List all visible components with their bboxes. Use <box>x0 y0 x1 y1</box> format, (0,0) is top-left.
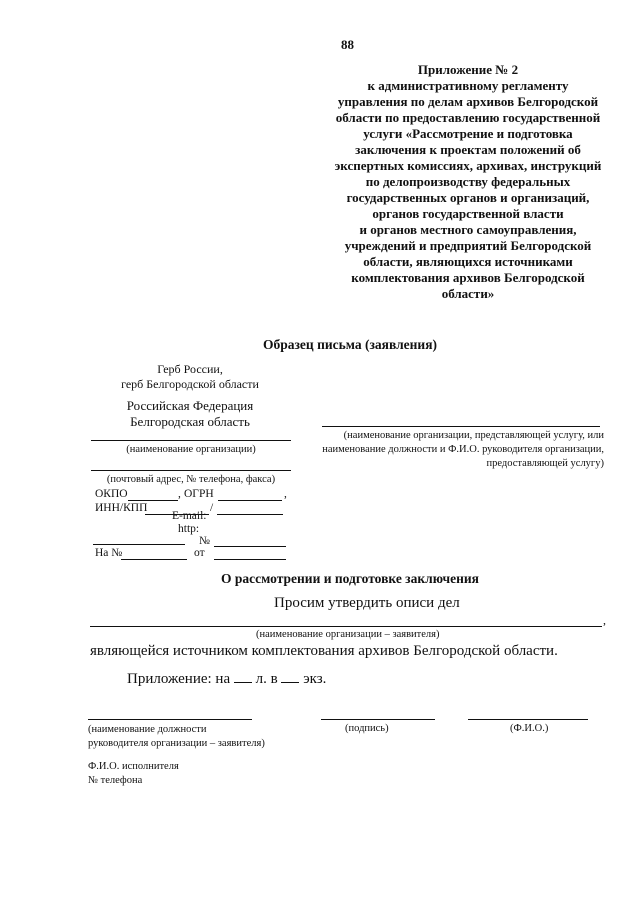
recipient-caption-line-2: наименование должности и Ф.И.О. руководителя организации, <box>322 444 604 455</box>
comma: , <box>178 488 181 500</box>
appendix-line: области» <box>441 286 495 301</box>
coat-of-arms-block <box>90 362 290 392</box>
appendix-lines <box>318 78 618 302</box>
appendix-title: Приложение № 2 <box>417 62 519 77</box>
appendix-line: и органов местного самоуправления, <box>359 222 577 237</box>
position-caption <box>88 723 265 751</box>
request-text: Просим утвердить описи дел <box>274 595 460 611</box>
kpp-field[interactable] <box>217 514 283 515</box>
appendix-line: государственных органов и организаций, <box>346 190 590 205</box>
subject: О рассмотрении и подготовке заключения <box>221 571 479 586</box>
appendix-line: заключения к проектам положений об <box>355 142 581 157</box>
ref-number-label: На № <box>95 547 123 559</box>
page-number: 88 <box>341 37 354 52</box>
appendix-line: комплектования архивов Белгородской <box>351 270 585 285</box>
number-label: № <box>199 535 210 547</box>
executor-block <box>88 760 179 788</box>
slash: / <box>210 502 214 514</box>
http-label: http: <box>178 523 200 535</box>
attachment-suffix: экз. <box>303 671 327 687</box>
recipient-caption <box>308 429 604 471</box>
email-label: E-mail: <box>172 510 207 522</box>
signature-line[interactable] <box>321 719 435 720</box>
signature-caption: (подпись) <box>345 723 389 734</box>
inn-label: ИНН/КПП <box>95 502 148 514</box>
full-name-caption: (Ф.И.О.) <box>510 723 549 734</box>
comma: , <box>284 488 287 500</box>
executor-name: Ф.И.О. исполнителя <box>88 761 179 772</box>
sample-title: Образец письма (заявления) <box>262 337 437 352</box>
position-line[interactable] <box>88 719 252 720</box>
appendix-line: области по предоставлению государственной <box>335 110 601 125</box>
executor-phone: № телефона <box>88 775 143 786</box>
region-name: Белгородская область <box>130 414 250 429</box>
appendix-line: органов государственной власти <box>372 206 564 221</box>
from-date-field[interactable] <box>214 559 286 560</box>
position-caption-line-1: (наименование должности <box>88 724 207 735</box>
full-name-line[interactable] <box>468 719 588 720</box>
appendix-line: учреждений и предприятий Белгородской <box>344 238 592 253</box>
pages-field[interactable] <box>234 672 252 683</box>
okpo-label: ОКПО <box>95 488 128 500</box>
position-caption-line-2: руководителя организации – заявителя) <box>88 738 265 749</box>
copies-field[interactable] <box>281 672 299 683</box>
ogrn-field[interactable] <box>218 500 282 501</box>
federation-name: Российская Федерация <box>126 398 254 413</box>
attachment-line <box>127 671 326 688</box>
appendix-line: к административному регламенту <box>367 78 569 93</box>
appendix-line: экспертных комиссиях, архивах, инструкций <box>334 158 602 173</box>
coat-of-arms-line-1: Герб России, <box>157 362 223 376</box>
appendix-line: области, являющихся источниками <box>363 254 573 269</box>
outgoing-number-line[interactable] <box>93 544 185 545</box>
applicant-line[interactable] <box>90 626 602 627</box>
recipient-line[interactable] <box>322 426 600 427</box>
attachment-prefix: Приложение: на <box>127 671 231 687</box>
ref-number-field[interactable] <box>121 559 187 560</box>
source-text: являющейся источником комплектования архивов Белгородской области. <box>90 643 558 659</box>
appendix-line: по делопроизводству федеральных <box>365 174 571 189</box>
address-line[interactable] <box>91 470 291 471</box>
coat-of-arms-line-2: герб Белгородской области <box>121 377 259 391</box>
org-name-line[interactable] <box>91 440 291 441</box>
comma: , <box>603 613 606 627</box>
ogrn-label: ОГРН <box>184 488 214 500</box>
from-label: от <box>194 547 205 559</box>
appendix-line: услуги «Рассмотрение и подготовка <box>363 126 573 141</box>
appendix-block <box>318 62 618 302</box>
applicant-caption: (наименование организации – заявителя) <box>256 629 440 640</box>
attachment-mid: л. в <box>255 671 278 687</box>
org-name-caption: (наименование организации) <box>126 444 256 455</box>
recipient-caption-line-3: предоставляющей услугу) <box>486 458 604 469</box>
appendix-line: управления по делам архивов Белгородской <box>337 94 599 109</box>
recipient-caption-line-1: (наименование организации, представляющей услугу, или <box>343 430 604 441</box>
address-caption: (почтовый адрес, № телефона, факса) <box>106 474 276 485</box>
federation-block <box>90 398 290 430</box>
okpo-field[interactable] <box>128 500 178 501</box>
number-field[interactable] <box>214 546 286 547</box>
